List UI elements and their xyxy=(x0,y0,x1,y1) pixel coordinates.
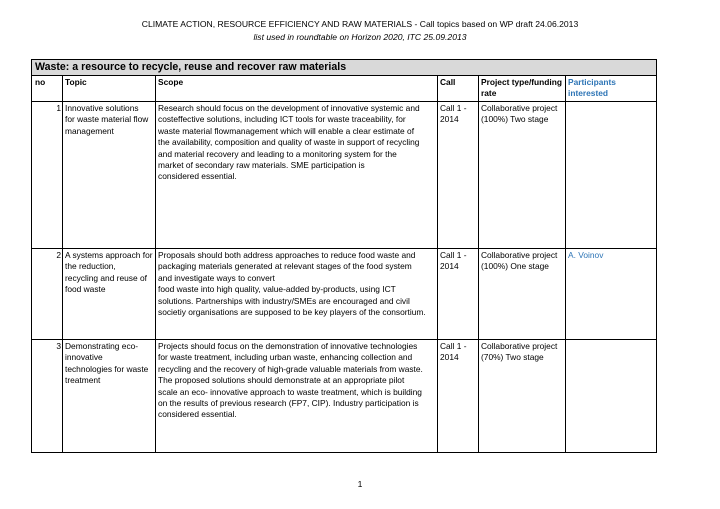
scope-line: costeffective solutions, including ICT tools for waste traceability, for xyxy=(158,114,406,125)
project-type-line: (100%) Two stage xyxy=(481,114,549,125)
table-header-row xyxy=(32,76,656,102)
scope-line: societiy organisations are supposed to be key players of the consortium. xyxy=(158,307,426,318)
row-participants xyxy=(566,102,656,248)
topic-line: food waste xyxy=(65,284,106,295)
scope-line: on the results of previous research (FP7, CIP). Industry participation is xyxy=(158,398,419,409)
table-row xyxy=(32,340,656,452)
project-type-line: Collaborative project xyxy=(481,250,558,260)
call-line: Call 1 - xyxy=(440,341,467,351)
scope-line: waste material flowmanagement which will enable a clear estimate of xyxy=(158,125,415,136)
scope-line: and investigate ways to convert xyxy=(158,272,275,283)
topic-line: A systems approach for xyxy=(65,250,153,260)
call-line: Call 1 - xyxy=(440,103,467,113)
scope-line: and material recovery and leading to a monitoring system for the xyxy=(158,148,397,159)
call-line: 2014 xyxy=(440,261,459,272)
call-line: 2014 xyxy=(440,114,459,125)
project-type-line: Collaborative project xyxy=(481,341,558,351)
topic-line: Demonstrating eco- xyxy=(65,341,139,351)
scope-line: Projects should focus on the demonstration of innovative technologies xyxy=(158,341,418,351)
scope-line: for waste treatment, including urban waste, enhancing collection and xyxy=(158,352,413,363)
topic-line: innovative xyxy=(65,352,103,363)
topic-line: technologies for waste xyxy=(65,363,149,374)
row-scope xyxy=(156,340,438,452)
project-type-line: (70%) Two stage xyxy=(481,352,544,363)
header-participants xyxy=(566,76,656,101)
row-project-type xyxy=(479,249,566,339)
scope-line: Proposals should both address approaches to reduce food waste and xyxy=(158,250,416,260)
topic-line: treatment xyxy=(65,375,101,386)
scope-line: food waste into high quality, value-added by-products, using ICT xyxy=(158,284,396,295)
call-line: 2014 xyxy=(440,352,459,363)
header-call: Call xyxy=(438,76,479,101)
topic-line: management xyxy=(65,125,114,136)
header-project-type-line: rate xyxy=(481,88,497,99)
topic-line: the reduction, xyxy=(65,261,116,272)
row-participants: A. Voinov xyxy=(568,250,604,260)
header-participants-line: Participants xyxy=(568,77,616,87)
table-title: Waste: a resource to recycle, reuse and recover raw materials xyxy=(32,60,656,76)
header-no: no xyxy=(32,76,63,101)
call-line: Call 1 - xyxy=(440,250,467,260)
row-scope xyxy=(156,249,438,339)
scope-line: the availability, composition and quality of waste in support of recycling xyxy=(158,137,420,148)
row-project-type xyxy=(479,340,566,452)
header-project-type-line: Project type/funding xyxy=(481,77,562,87)
project-type-line: (100%) One stage xyxy=(481,261,549,272)
call-topics-table xyxy=(31,59,657,453)
row-scope xyxy=(156,102,438,248)
header-scope: Scope xyxy=(156,76,438,101)
row-call xyxy=(438,249,479,339)
topic-line: recycling and reuse of xyxy=(65,272,147,283)
header-topic: Topic xyxy=(63,76,156,101)
table-row xyxy=(32,102,656,249)
topic-line: for waste material flow xyxy=(65,114,149,125)
header-project-type xyxy=(479,76,566,101)
scope-line: packaging materials generated at relevant stages of the food system xyxy=(158,261,412,272)
row-project-type xyxy=(479,102,566,248)
row-number: 2 xyxy=(32,249,63,339)
page-number: 1 xyxy=(357,479,363,489)
row-call xyxy=(438,102,479,248)
topic-line: Innovative solutions xyxy=(65,103,139,113)
scope-line: scale an eco- innovative approach to waste treatment, which is building xyxy=(158,386,422,397)
header-participants-line: interested xyxy=(568,88,609,99)
scope-line: solutions. Partnerships with industry/SMEs are encouraged and civil xyxy=(158,295,410,306)
row-participants xyxy=(566,340,656,452)
row-topic xyxy=(63,102,156,248)
project-type-line: Collaborative project xyxy=(481,103,558,113)
table-row xyxy=(32,249,656,340)
row-topic xyxy=(63,249,156,339)
row-topic xyxy=(63,340,156,452)
scope-line: considered essential. xyxy=(158,409,237,420)
scope-line: market of secondary raw materials. SME participation is xyxy=(158,160,365,171)
scope-line: The proposed solutions should demonstrate at an appropriate pilot xyxy=(158,375,405,386)
scope-line: considered essential. xyxy=(158,171,237,182)
row-number: 3 xyxy=(32,340,63,452)
row-number: 1 xyxy=(32,102,63,248)
scope-line: Research should focus on the development of innovative systemic and xyxy=(158,103,420,113)
row-call xyxy=(438,340,479,452)
document-header: CLIMATE ACTION, RESOURCE EFFICIENCY AND RAW MATERIALS - Call topics based on WP draft 24.06.2013 xyxy=(141,19,579,29)
document-subheader: list used in roundtable on Horizon 2020, ITC 25.09.2013 xyxy=(253,32,467,42)
scope-line: recycling and the recovery of high-grade valuable materials from waste. xyxy=(158,363,423,374)
